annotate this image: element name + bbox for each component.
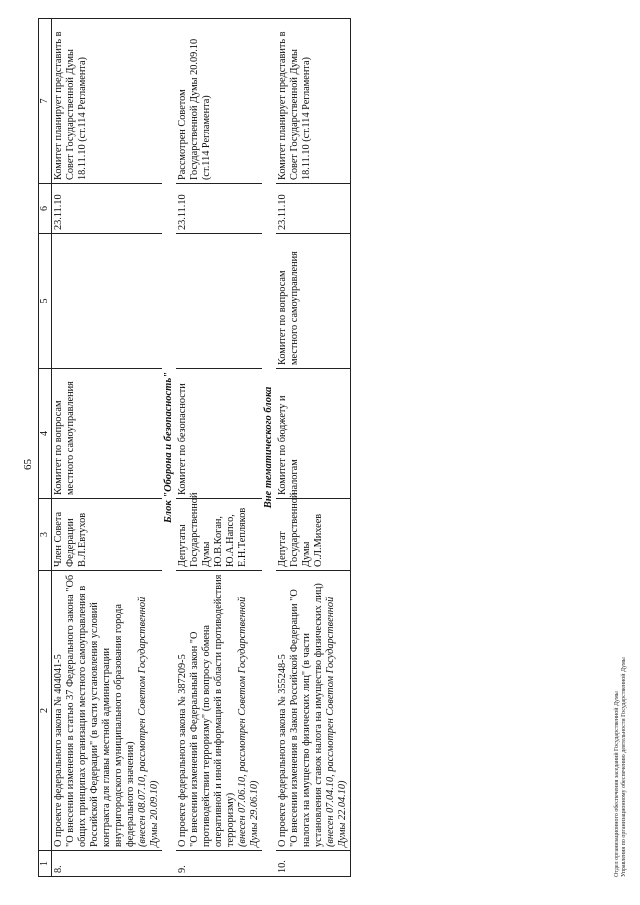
bill-note: (внесен 08.07.10, рассмотрен Советом Государственной Думы 20.09.10) bbox=[137, 596, 160, 847]
bill-cell bbox=[176, 571, 262, 851]
block-title-defense: Блок "Оборона и безопасность" bbox=[162, 19, 176, 877]
author-cell: Депутат Государственной Думы О.Л.Михеев bbox=[276, 499, 351, 571]
page-number: 65 bbox=[22, 459, 34, 470]
table-row bbox=[176, 19, 262, 877]
author-cell: Депутаты Государственной Думы Ю.В.Коган, Ю.А.Напсо, Е.Н.Тепляков bbox=[176, 499, 262, 571]
co-committee-cell bbox=[52, 234, 163, 369]
committee-cell: Комитет по безопасности bbox=[176, 369, 262, 499]
bill-cell bbox=[52, 571, 163, 851]
row-number: 8. bbox=[52, 851, 163, 877]
status-cell: Рассмотрен Советом Государственной Думы 20.09.10 (ст.114 Регламента) bbox=[176, 19, 262, 184]
header-col-3: 3 bbox=[39, 499, 52, 571]
bill-note: (внесен 07.06.10, рассмотрен Советом Государственной Думы 29.06.10) bbox=[237, 596, 260, 847]
bill-description: "О внесении изменения в статью 37 Федерального закона "Об общих принципах организации местного самоуправления в Российской Федерации" (в части установления условий контракта для главы местной администрации внутригородского муниципального образования города федерального значения) bbox=[65, 574, 136, 847]
block-title-outside: Вне тематического блока bbox=[262, 19, 276, 877]
status-cell: Комитет планирует представить в Совет Государственной Думы 18.11.10 (ст.114 Регламента) bbox=[52, 19, 163, 184]
agenda-table bbox=[38, 18, 351, 877]
co-committee-cell: Комитет по вопросам местного самоуправления bbox=[276, 234, 351, 369]
bill-note: (внесен 07.04.10, рассмотрен Советом Государственной Думы 22.04.10) bbox=[325, 596, 348, 847]
bill-title: О проекте федерального закона № 387209-5 bbox=[177, 654, 188, 847]
row-number: 10. bbox=[276, 851, 351, 877]
block-row bbox=[262, 19, 276, 877]
bill-title: О проекте федерального закона № 404041-5 bbox=[53, 654, 64, 847]
committee-cell: Комитет по бюджету и налогам bbox=[276, 369, 351, 499]
table-row bbox=[52, 19, 163, 877]
header-row bbox=[39, 19, 52, 877]
header-col-7: 7 bbox=[39, 19, 52, 184]
author-cell: Член Совета Федерации В.Л.Евтухов bbox=[52, 499, 163, 571]
block-row bbox=[162, 19, 176, 877]
date-cell: 23.11.10 bbox=[176, 184, 262, 234]
header-col-6: 6 bbox=[39, 184, 52, 234]
footer-line-1: Отдел организационного обеспечения заседаний Государственной Думы bbox=[614, 691, 620, 877]
footer bbox=[614, 657, 628, 877]
bill-title: О проекте федерального закона № 355248-5 bbox=[277, 654, 288, 847]
bill-description: "О внесении изменений в Федеральный закон "О противодействии терроризму" (по вопросу обмена оперативной и иной информацией в области противодействия терроризму) bbox=[189, 574, 236, 847]
table-row bbox=[276, 19, 351, 877]
bill-cell bbox=[276, 571, 351, 851]
header-col-4: 4 bbox=[39, 369, 52, 499]
header-col-1: 1 bbox=[39, 851, 52, 877]
bill-description: "О внесении изменения в Закон Российской Федерации "О налогах на имущество физических лиц" (в части установления ставок налога на имущество физических лиц) bbox=[289, 583, 324, 847]
co-committee-cell bbox=[176, 234, 262, 369]
status-cell: Комитет планирует представить в Совет Государственной Думы 18.11.10 (ст.114 Регламента) bbox=[276, 19, 351, 184]
date-cell: 23.11.10 bbox=[52, 184, 163, 234]
footer-line-2: Управления по организационному обеспечению деятельности Государственной Думы bbox=[621, 657, 627, 877]
date-cell: 23.11.10 bbox=[276, 184, 351, 234]
header-col-5: 5 bbox=[39, 234, 52, 369]
row-number: 9. bbox=[176, 851, 262, 877]
header-col-2: 2 bbox=[39, 571, 52, 851]
committee-cell: Комитет по вопросам местного самоуправления bbox=[52, 369, 163, 499]
